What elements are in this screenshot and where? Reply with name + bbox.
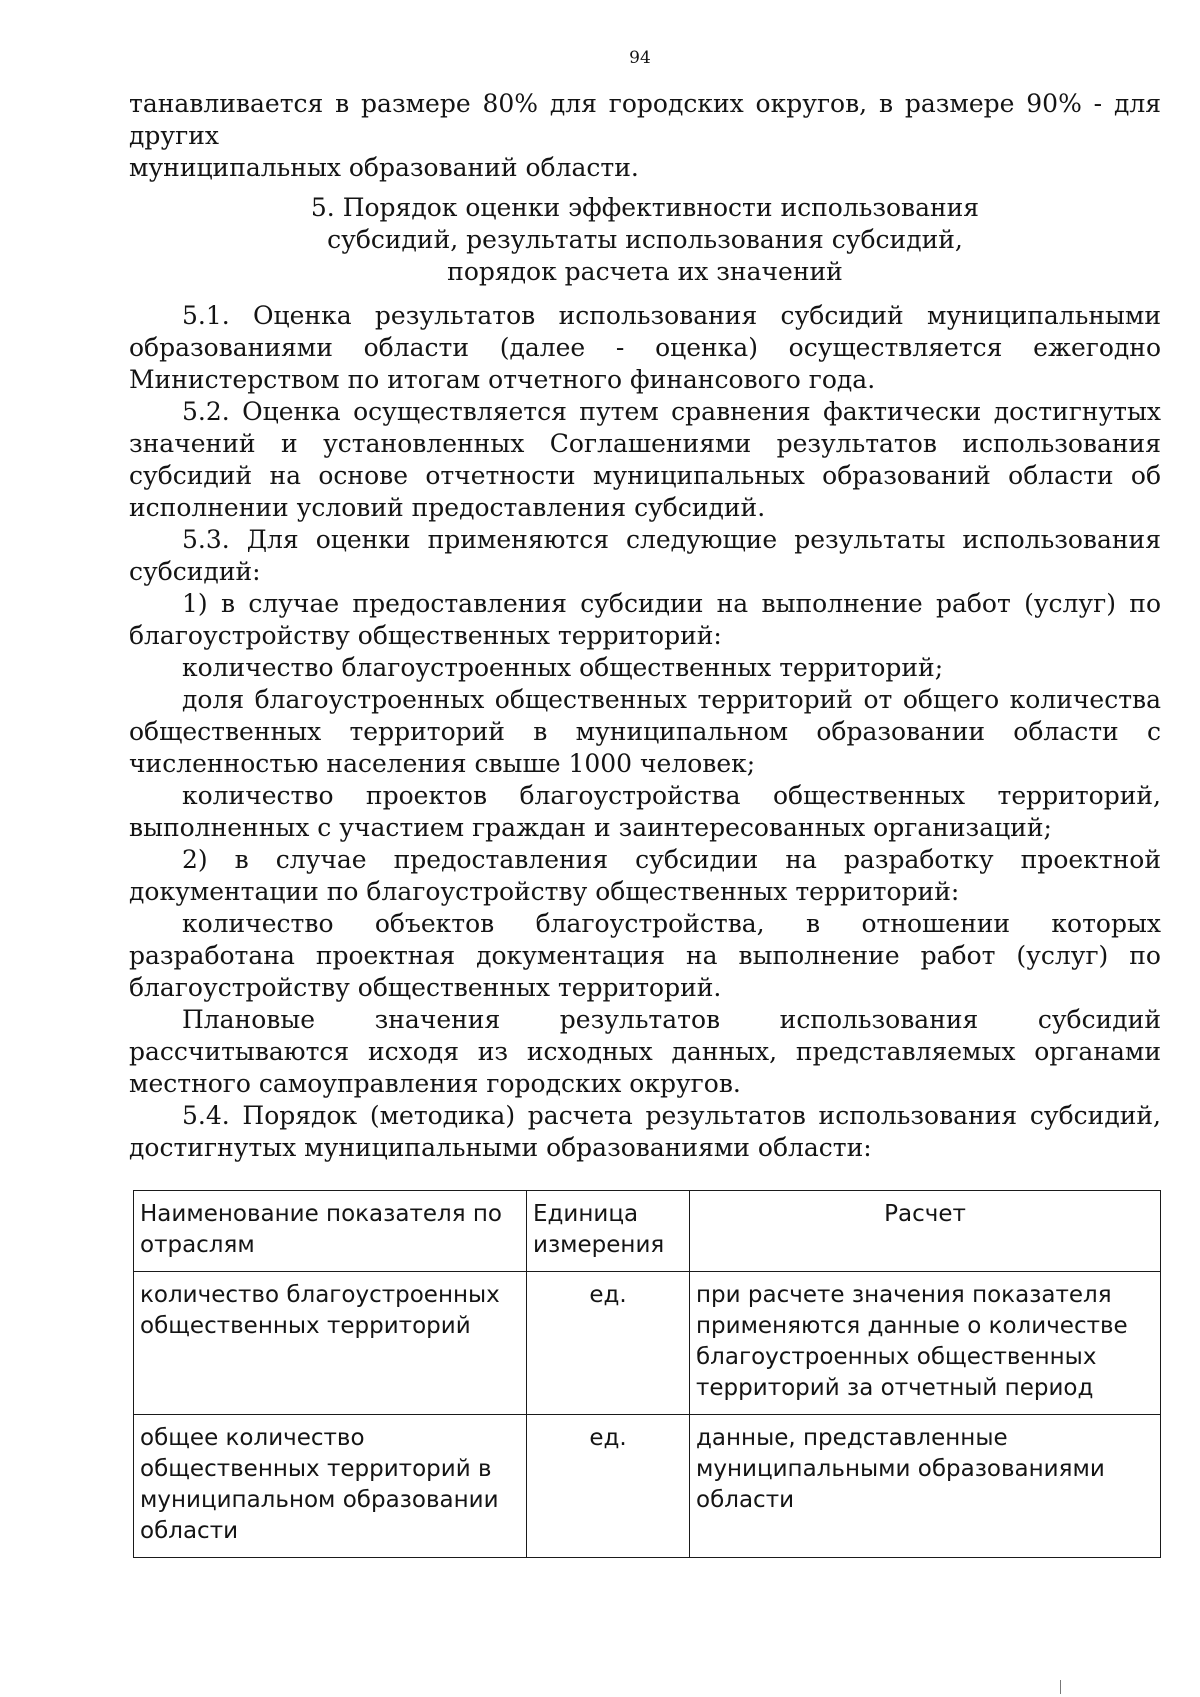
paragraph-case-2: 2) в случае предоставления субсидии на разработку проектной документации по благоустройству общественных территорий: <box>129 845 1161 906</box>
section-body <box>129 300 1161 1164</box>
paragraph-case-1: 1) в случае предоставления субсидии на выполнение работ (услуг) по благоустройству общественных территорий: <box>129 589 1161 650</box>
header-indicator-name: Наименование показателя по отраслям <box>134 1191 527 1272</box>
heading-line-2: субсидий, результаты использования субсидий, <box>327 225 963 254</box>
cell-unit: ед. <box>527 1272 690 1415</box>
intro-line-1: танавливается в размере 80% для городских округов, в размере 90% - для других <box>129 89 1161 150</box>
paragraph-5-1: 5.1. Оценка результатов использования субсидий муниципальными образованиями области (далее - оценка) осуществляется ежегодно Министерством по итогам отчетного финансового года. <box>129 301 1161 394</box>
intro-line-2: муниципальных образований области. <box>129 153 639 182</box>
paragraph-count-projects: количество проектов благоустройства общественных территорий, выполненных с участием граждан и заинтересованных организаций; <box>129 781 1161 842</box>
header-unit: Единица измерения <box>527 1191 690 1272</box>
cell-indicator-name: количество благоустроенных общественных территорий <box>134 1272 527 1415</box>
intro-paragraph <box>129 88 1161 184</box>
indicators-table <box>133 1190 1161 1558</box>
heading-line-1: 5. Порядок оценки эффективности использования <box>310 193 980 222</box>
paragraph-5-3: 5.3. Для оценки применяются следующие результаты использования субсидий: <box>129 525 1161 586</box>
cell-calculation: при расчете значения показателя применяются данные о количестве благоустроенных общественных территорий за отчетный период <box>690 1272 1161 1415</box>
heading-line-3: порядок расчета их значений <box>447 257 843 286</box>
table-row <box>134 1272 1161 1415</box>
header-calculation: Расчет <box>690 1191 1161 1272</box>
table-header-row <box>134 1191 1161 1272</box>
page-number: 94 <box>629 48 651 68</box>
cell-indicator-name: общее количество общественных территорий в муниципальном образовании области <box>134 1415 527 1558</box>
scan-corner-mark <box>1050 1680 1061 1694</box>
section-heading <box>129 192 1161 288</box>
table-row <box>134 1415 1161 1558</box>
paragraph-planned-values: Плановые значения результатов использования субсидий рассчитываются исходя из исходных данных, представляемых органами местного самоуправления городских округов. <box>129 1005 1161 1098</box>
cell-calculation: данные, представленные муниципальными образованиями области <box>690 1415 1161 1558</box>
paragraph-5-4: 5.4. Порядок (методика) расчета результатов использования субсидий, достигнутых муниципальными образованиями области: <box>129 1101 1161 1162</box>
paragraph-count-territories: количество благоустроенных общественных территорий; <box>182 653 944 682</box>
paragraph-share-territories: доля благоустроенных общественных территорий от общего количества общественных территорий в муниципальном образовании области с численностью населения свыше 1000 человек; <box>129 685 1161 778</box>
paragraph-count-objects: количество объектов благоустройства, в отношении которых разработана проектная документация на выполнение работ (услуг) по благоустройству общественных территорий. <box>129 909 1161 1002</box>
paragraph-5-2: 5.2. Оценка осуществляется путем сравнения фактически достигнутых значений и установленных Соглашениями результатов использования субсидий на основе отчетности муниципальных образований области об исполнении условий предоставления субсидий. <box>129 397 1161 522</box>
cell-unit: ед. <box>527 1415 690 1558</box>
